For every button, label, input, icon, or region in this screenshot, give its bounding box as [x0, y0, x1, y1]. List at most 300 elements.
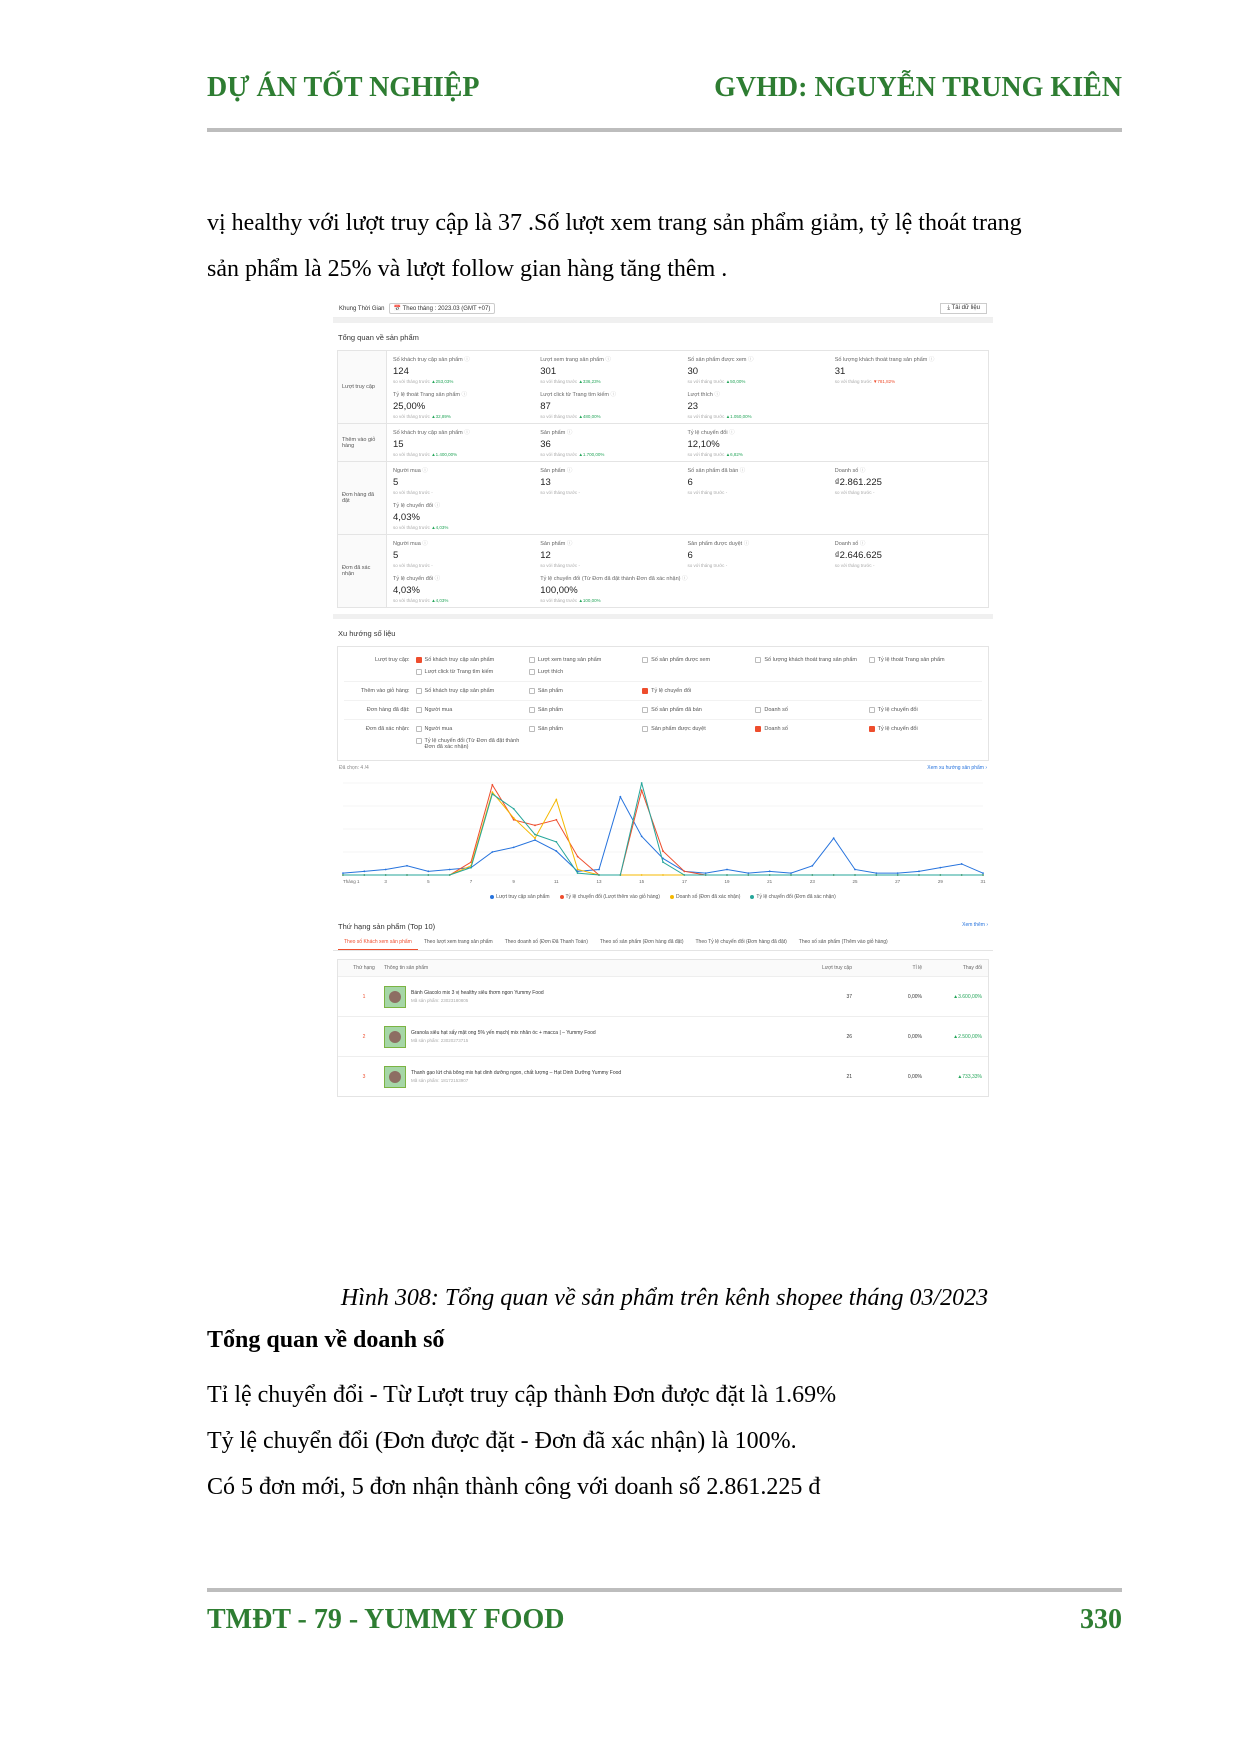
metric-change: ▲336,23%: [578, 379, 601, 384]
series-point: [363, 874, 365, 876]
compare-label: so với tháng trước: [393, 452, 430, 457]
metric-checkbox-option[interactable]: [416, 657, 529, 663]
metric-label-row: [688, 466, 835, 474]
metric-compare: [393, 598, 540, 603]
metric-value: 23: [687, 401, 699, 412]
intro-line: vị healthy với lượt truy cập là 37 .Số lượt xem trang sản phẩm giảm, tỷ lệ thoát trang: [207, 210, 1022, 236]
checkbox-icon[interactable]: [755, 707, 761, 713]
metric-change: ▲4,03%: [431, 598, 449, 603]
checkbox-icon[interactable]: [529, 657, 535, 663]
metric-label-row: [393, 501, 540, 509]
series-point: [406, 874, 408, 876]
metric-card: [540, 390, 687, 419]
series-point: [811, 874, 813, 876]
body-line: Có 5 đơn mới, 5 đơn nhận thành công với doanh số 2.861.225 đ: [207, 1474, 821, 1500]
info-icon[interactable]: ⓘ: [680, 576, 688, 582]
product-text: [411, 990, 544, 1003]
info-icon[interactable]: ⓘ: [858, 541, 866, 547]
body-line: Tỉ lệ chuyển đổi - Từ Lượt truy cập thành Đơn được đặt là 1.69%: [207, 1382, 837, 1408]
metric-compare: [688, 414, 835, 419]
metric-value: 6: [687, 477, 693, 488]
metric-checkbox-option[interactable]: [755, 657, 868, 663]
checkbox-checked-icon[interactable]: [755, 726, 761, 732]
option-label: Sản phẩm: [537, 688, 563, 694]
metric-change: ▲100,00%: [578, 598, 601, 603]
metric-value: 87: [540, 401, 551, 412]
ranking-tab[interactable]: Theo số sản phẩm (Đơn hàng đã đặt): [599, 939, 684, 945]
chevron-right-icon: ›: [986, 922, 988, 928]
label-colon: :: [408, 707, 410, 713]
metric-change: ▲1.400,00%: [431, 452, 458, 457]
info-icon[interactable]: ⓘ: [608, 392, 617, 398]
view-product-trend-link[interactable]: [927, 765, 987, 771]
info-icon[interactable]: ⓘ: [565, 468, 573, 474]
metric-card: [540, 574, 687, 603]
metric-label: Lượt click từ Trang tìm kiếm: [540, 392, 609, 398]
series-point: [641, 874, 643, 876]
metric-value: 15: [393, 439, 404, 450]
product-code: Mã sản phẩm: 23023180805: [411, 998, 469, 1003]
info-icon[interactable]: ⓘ: [603, 357, 611, 363]
metric-checkbox-option[interactable]: [529, 707, 642, 713]
metric-label-row: [393, 428, 540, 436]
trend-options: [416, 657, 982, 675]
metric-card: [393, 501, 540, 530]
series-point: [449, 874, 451, 876]
metric-checkbox-option[interactable]: [755, 707, 868, 713]
metric-label-row: [688, 390, 835, 398]
option-label: Lượt xem trang sản phẩm: [537, 657, 602, 663]
info-icon[interactable]: ⓘ: [565, 541, 573, 547]
metric-checkbox-option[interactable]: [529, 688, 642, 694]
trend-metric-selector: [337, 646, 989, 761]
trend-row-label: Lượt truy cập: [375, 657, 408, 663]
col-rank: Thứ hạng: [353, 965, 375, 971]
ranking-header: [333, 910, 993, 935]
compare-label: so với tháng trước: [687, 452, 725, 457]
info-icon[interactable]: ⓘ: [462, 430, 470, 436]
series-point: [961, 874, 963, 876]
metric-checkbox-option[interactable]: [416, 707, 529, 713]
x-tick-label: 27: [895, 879, 901, 884]
compare-label: so với tháng trước: [393, 563, 430, 568]
overview-title: Tổng quan về sản phẩm: [338, 333, 419, 342]
legend-label: Lượt truy cập sản phẩm: [496, 894, 550, 900]
metric-change: -: [431, 490, 433, 495]
rank-number: 2: [362, 1033, 366, 1040]
info-icon[interactable]: ⓘ: [462, 357, 470, 363]
x-tick-label: 7: [469, 879, 473, 884]
compare-label: so với tháng trước: [540, 598, 578, 603]
info-icon[interactable]: ⓘ: [727, 430, 735, 436]
compare-label: so với tháng trước: [687, 414, 725, 419]
series-point: [641, 789, 643, 791]
metric-label: Doanh số: [834, 541, 859, 547]
checkbox-icon[interactable]: [529, 669, 535, 675]
visit-count: 21: [846, 1073, 852, 1080]
product-image: [389, 1071, 401, 1083]
series-point: [769, 874, 771, 876]
overview-group: [338, 351, 988, 424]
trend-row: [344, 682, 982, 701]
info-icon[interactable]: ⓘ: [712, 392, 720, 398]
group-label: Đơn hàng đã đặt: [338, 462, 387, 534]
series-point: [662, 874, 664, 876]
checkbox-checked-icon[interactable]: [416, 657, 422, 663]
checkbox-icon[interactable]: [416, 688, 422, 694]
rank-number: 3: [362, 1073, 366, 1080]
group-label: Lượt truy cập: [338, 351, 387, 423]
trend-options: [416, 726, 982, 750]
series-point: [961, 863, 963, 865]
metric-checkbox-option[interactable]: [869, 726, 982, 732]
product-text: [411, 1070, 621, 1083]
legend-item[interactable]: [670, 894, 740, 900]
trend-row-label: Đơn hàng đã đặt: [366, 707, 408, 713]
ranking-tab[interactable]: Theo lượt xem trang sản phẩm: [423, 939, 493, 945]
metric-compare: [393, 563, 540, 568]
series-point: [982, 872, 984, 874]
metric-checkbox-option[interactable]: [416, 726, 529, 732]
metric-checkbox-option[interactable]: [642, 688, 755, 694]
rate-value: 0,00%: [907, 993, 922, 1000]
legend-item[interactable]: [490, 894, 549, 900]
series-point: [491, 851, 493, 853]
metric-label: Tỷ lệ chuyển đổi: [393, 576, 434, 582]
series-point: [491, 791, 493, 793]
info-icon[interactable]: ⓘ: [927, 357, 935, 363]
metric-card: [540, 428, 687, 457]
metric-card: [540, 539, 687, 568]
metric-checkbox-option[interactable]: [416, 688, 529, 694]
overview-table: [337, 350, 989, 608]
compare-label: so với tháng trước: [540, 490, 578, 495]
series-point: [342, 874, 344, 876]
metric-label-row: [540, 390, 687, 398]
col-rate[interactable]: Tỉ lệ: [912, 965, 922, 971]
metric-compare: [540, 379, 687, 384]
metric-value: 36: [540, 439, 551, 450]
col-change[interactable]: Thay đổi: [962, 965, 982, 971]
metric-label-row: [835, 466, 982, 474]
checkbox-icon[interactable]: [529, 707, 535, 713]
metric-card: [835, 355, 982, 384]
compare-label: so với tháng trước: [687, 563, 725, 568]
legend-dot-icon: [560, 895, 564, 899]
series-point: [833, 874, 835, 876]
checkbox-icon[interactable]: [416, 707, 422, 713]
series-point: [790, 872, 792, 874]
series-point: [619, 796, 621, 798]
series-point: [385, 869, 387, 871]
metric-card: [688, 390, 835, 419]
visit-count: 37: [846, 993, 852, 1000]
checkbox-checked-icon[interactable]: [869, 726, 875, 732]
metric-value: 5: [393, 477, 399, 488]
metric-label-row: [540, 574, 687, 582]
series-point: [833, 837, 835, 839]
series-point: [598, 869, 600, 871]
legend-label: Tỷ lệ chuyển đổi (Lượt thêm vào giỏ hàng): [565, 894, 660, 900]
series-point: [449, 869, 451, 871]
series-point: [726, 869, 728, 871]
metric-label: Số khách truy cập sản phẩm: [393, 357, 463, 363]
metric-card: [393, 428, 540, 457]
product-code: Mã sản phẩm: 18172153907: [411, 1078, 469, 1083]
group-metrics: [387, 535, 988, 607]
metric-card: [835, 539, 982, 568]
info-icon[interactable]: ⓘ: [433, 576, 441, 582]
metric-checkbox-option[interactable]: [529, 726, 642, 732]
series-point: [619, 874, 621, 876]
metric-value: 31: [834, 366, 846, 377]
metric-label: Lượt xem trang sản phẩm: [540, 357, 604, 363]
overview-group: [338, 462, 988, 535]
info-icon[interactable]: ⓘ: [420, 541, 428, 547]
metric-label: Lượt thích: [687, 392, 713, 398]
ranking-tab[interactable]: Theo số sản phẩm (Thêm vào giỏ hàng): [798, 939, 888, 945]
compare-label: so với tháng trước: [540, 452, 578, 457]
checkbox-icon[interactable]: [642, 707, 648, 713]
checkbox-icon[interactable]: [416, 669, 422, 675]
metric-compare: [540, 598, 687, 603]
info-icon[interactable]: ⓘ: [742, 541, 750, 547]
series-point: [747, 874, 749, 876]
series-point: [641, 835, 643, 837]
metric-label: Người mua: [393, 541, 421, 547]
metric-compare: [393, 414, 540, 419]
checkbox-icon[interactable]: [755, 657, 761, 663]
series-point: [875, 872, 877, 874]
metric-label-row: [688, 428, 835, 436]
metric-change: ▲50,00%: [725, 379, 746, 384]
metric-card: [393, 539, 540, 568]
col-visits[interactable]: Lượt truy cập: [822, 965, 852, 971]
selected-count: Đã chọn: 4 /4: [339, 765, 369, 771]
checkbox-icon[interactable]: [416, 738, 422, 744]
series-point: [726, 874, 728, 876]
metric-value: 100,00%: [540, 585, 578, 596]
x-tick-label: 23: [809, 879, 815, 884]
option-label: Sản phẩm được duyệt: [651, 726, 706, 732]
trend-chart: [333, 775, 993, 910]
compare-label: so với tháng trước: [540, 414, 578, 419]
series-point: [534, 834, 536, 836]
compare-label: so với tháng trước: [393, 525, 430, 530]
compare-label: so với tháng trước: [834, 490, 872, 495]
info-icon[interactable]: ⓘ: [459, 392, 467, 398]
legend-label: Doanh số (Đơn đã xác nhận): [675, 894, 741, 900]
ranking-tab[interactable]: Theo Tỷ lệ chuyển đổi (Đơn hàng đã đặt): [695, 939, 787, 945]
legend-label: Tỷ lệ chuyển đổi (Đơn đã xác nhận): [756, 894, 836, 900]
product-name[interactable]: Thanh gạo lứt chà bông mix hạt dinh dưỡng ngon, chất lượng – Hạt Dinh Dưỡng Yummy Food: [411, 1070, 622, 1076]
x-tick-label: 21: [767, 879, 773, 884]
info-icon[interactable]: ⓘ: [746, 357, 754, 363]
checkbox-icon[interactable]: [869, 657, 875, 663]
metric-checkbox-option[interactable]: [869, 657, 982, 663]
option-label: Lượt thích: [537, 669, 564, 675]
trend-options: [416, 688, 982, 694]
option-label: Lượt click từ Trang tìm kiếm: [424, 669, 494, 675]
checkbox-icon[interactable]: [416, 726, 422, 732]
metric-label-row: [393, 539, 540, 547]
trend-options: [416, 707, 982, 713]
trend-row: [344, 651, 982, 682]
download-button[interactable]: [940, 303, 987, 314]
option-label: Số sản phẩm được xem: [651, 657, 711, 663]
metric-change: -: [578, 563, 580, 568]
metric-label: Doanh số: [834, 468, 859, 474]
metric-label-row: [688, 355, 835, 363]
compare-label: so với tháng trước: [834, 379, 872, 384]
metric-value: 5: [393, 550, 399, 561]
metric-change: -: [872, 563, 875, 568]
period-selector[interactable]: 📅 Theo tháng : 2023.03 (GMT +07): [389, 303, 496, 314]
ranking-tab[interactable]: Theo doanh số (Đơn Đã Thanh Toán): [504, 939, 588, 945]
metric-checkbox-option[interactable]: [755, 726, 868, 732]
metric-value: 30: [687, 366, 699, 377]
checkbox-icon[interactable]: [529, 726, 535, 732]
metric-change: ▲1.700,00%: [578, 452, 605, 457]
ranking-tab[interactable]: Theo số Khách xem sản phẩm: [338, 935, 418, 950]
option-label: Số lượng khách thoát trang sản phẩm: [764, 657, 857, 663]
overview-group: [338, 424, 988, 462]
metric-label-row: [393, 390, 540, 398]
metric-change: ▲253,03%: [431, 379, 454, 384]
option-label: Số sản phẩm đã bán: [651, 707, 702, 713]
info-icon[interactable]: ⓘ: [858, 468, 866, 474]
product-name[interactable]: Granola siêu hạt sấy mật ong 5% yến mạch| mix nhân óc + macca | – Yummy Food: [411, 1030, 596, 1036]
checkbox-icon[interactable]: [529, 688, 535, 694]
metric-value: 124: [393, 366, 409, 377]
metric-checkbox-option[interactable]: [642, 726, 755, 732]
ranking-more-link[interactable]: [962, 922, 988, 931]
series-point: [875, 874, 877, 876]
metric-checkbox-option[interactable]: [529, 657, 642, 663]
series-point: [513, 817, 515, 819]
metric-checkbox-option[interactable]: [529, 669, 642, 675]
series-point: [491, 793, 493, 795]
metric-value: 12: [540, 550, 551, 561]
metric-card: [688, 466, 835, 495]
table-row[interactable]: [338, 1056, 988, 1096]
metric-card: [540, 355, 687, 384]
checkbox-icon[interactable]: [869, 707, 875, 713]
metric-checkbox-option[interactable]: [642, 657, 755, 663]
header-divider: [207, 128, 1122, 132]
checkbox-icon[interactable]: [642, 726, 648, 732]
x-tick-label: 5: [427, 879, 430, 884]
series-point: [683, 870, 685, 872]
series-point: [705, 874, 707, 876]
metric-card: [393, 574, 540, 603]
checkbox-icon[interactable]: [642, 657, 648, 663]
table-row[interactable]: [338, 1016, 988, 1056]
x-tick-label: 19: [724, 879, 730, 884]
metric-checkbox-option[interactable]: [416, 738, 529, 750]
legend-item[interactable]: [560, 894, 660, 900]
x-tick-label: Tháng 1: [343, 879, 360, 884]
product-info: [384, 1066, 782, 1088]
chevron-right-icon: ›: [985, 765, 987, 771]
trend-row-label: Thêm vào giỏ hàng: [360, 688, 408, 694]
series-point: [513, 808, 515, 810]
metric-value: 13: [540, 477, 551, 488]
series-point: [854, 869, 856, 871]
metric-label-row: [835, 355, 982, 363]
metric-value: ₫2.861.225: [834, 477, 882, 488]
intro-line: sản phẩm là 25% và lượt follow gian hàng tăng thêm .: [207, 256, 728, 282]
product-name[interactable]: Bánh Giacolo mix 3 vị healthy siêu thơm ngon Yummy Food: [411, 990, 544, 996]
metric-card: [688, 428, 835, 457]
product-image: [389, 1031, 401, 1043]
group-label: Đơn đã xác nhận: [338, 535, 387, 607]
legend-item[interactable]: [750, 894, 835, 900]
trend-row: [344, 720, 982, 756]
compare-label: so với tháng trước: [393, 414, 430, 419]
page-footer: [207, 1604, 1122, 1636]
table-row[interactable]: [338, 976, 988, 1016]
product-thumbnail[interactable]: [384, 1066, 406, 1088]
metric-card: [393, 390, 540, 419]
metric-card: [835, 466, 982, 495]
metric-change: -: [872, 490, 875, 495]
series-point: [897, 872, 899, 874]
metric-checkbox-option[interactable]: [869, 707, 982, 713]
ranking-title: Thứ hạng sản phẩm (Top 10): [338, 922, 436, 931]
body-line: Tỷ lệ chuyển đổi (Đơn được đặt - Đơn đã xác nhận) là 100%.: [207, 1428, 797, 1454]
option-label: Người mua: [424, 707, 453, 713]
metric-compare: [540, 414, 687, 419]
footer-divider: [207, 1588, 1122, 1592]
metric-compare: [835, 490, 982, 495]
metric-checkbox-option[interactable]: [416, 669, 529, 675]
header-advisor: GVHD: NGUYỄN TRUNG KIÊN: [714, 72, 1122, 103]
info-icon[interactable]: ⓘ: [433, 503, 441, 509]
download-label: Tải dữ liệu: [951, 305, 980, 311]
product-thumbnail[interactable]: [384, 1026, 406, 1048]
trend-line-chart: [333, 775, 993, 890]
metric-label-row: [540, 539, 687, 547]
product-text: [411, 1030, 596, 1043]
series-point: [811, 865, 813, 867]
time-filter-bar: [333, 300, 993, 318]
series-point: [363, 870, 365, 872]
option-label: Doanh số: [764, 707, 788, 713]
checkbox-checked-icon[interactable]: [642, 688, 648, 694]
series-point: [918, 874, 920, 876]
page-number: 330: [1080, 1604, 1122, 1635]
time-filter-label: Khung Thời Gian: [339, 305, 385, 312]
info-icon[interactable]: ⓘ: [738, 468, 746, 474]
info-icon[interactable]: ⓘ: [420, 468, 428, 474]
change-value: ▲2.500,00%: [953, 1033, 982, 1040]
series-point: [427, 874, 429, 876]
product-thumbnail[interactable]: [384, 986, 406, 1008]
trend-footer: [333, 761, 993, 775]
metric-card: [393, 466, 540, 495]
change-value: ▲3.600,00%: [953, 993, 982, 1000]
x-tick-label: 31: [980, 879, 986, 884]
metric-label-row: [393, 466, 540, 474]
series-point: [534, 824, 536, 826]
info-icon[interactable]: ⓘ: [565, 430, 573, 436]
metric-change: ▲4,03%: [431, 525, 449, 530]
option-label: Tỷ lệ chuyển đổi: [877, 707, 918, 713]
metric-checkbox-option[interactable]: [642, 707, 755, 713]
group-metrics: [387, 462, 988, 534]
trend-row: [344, 701, 982, 720]
